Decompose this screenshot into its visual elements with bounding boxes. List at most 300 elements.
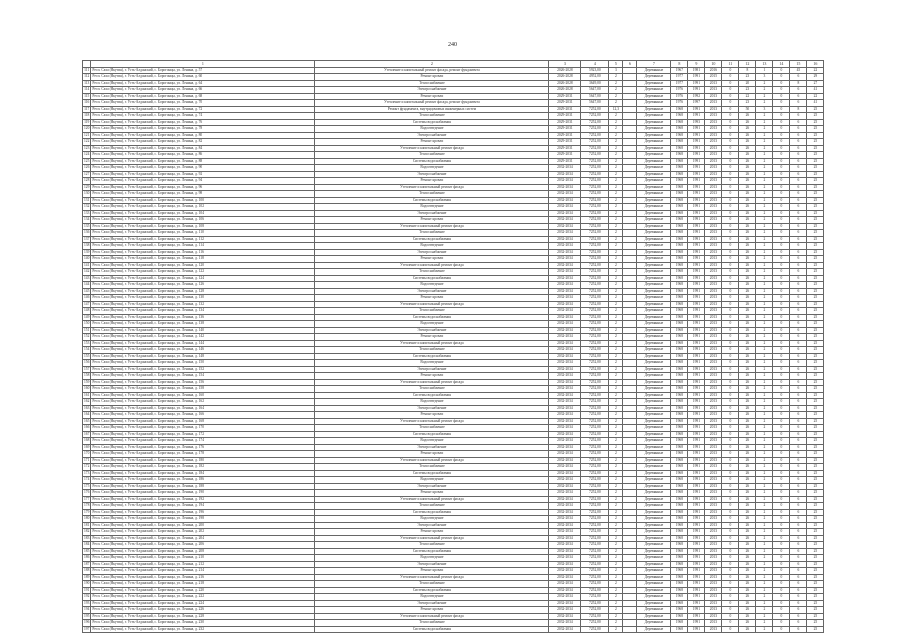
header-cell: 12 xyxy=(739,61,756,68)
wall-material-cell: Деревянные xyxy=(637,210,671,217)
col10-cell: 2013 xyxy=(705,191,722,198)
header-cell: 4 xyxy=(581,61,609,68)
col16-cell: 22 xyxy=(807,93,824,100)
col16-cell: 25 xyxy=(807,392,824,399)
col14-cell: 0 xyxy=(773,119,790,126)
col16-cell: 25 xyxy=(807,269,824,276)
cost-cell: 7252,00 xyxy=(581,321,609,328)
wall-material-cell: Деревянные xyxy=(637,152,671,159)
work-type-cell: Системы водоснабжения xyxy=(315,197,549,204)
col13-cell: 2 xyxy=(756,87,773,94)
wall-material-cell: Деревянные xyxy=(637,581,671,588)
col13-cell: 2 xyxy=(756,178,773,185)
col11-cell: 0 xyxy=(722,620,739,627)
col8-cell: 1968 xyxy=(671,477,688,484)
col15-cell: 6 xyxy=(790,405,807,412)
col12-cell: 26 xyxy=(739,340,756,347)
col9-cell: 1991 xyxy=(688,594,705,601)
col15-cell: 6 xyxy=(790,158,807,165)
col12-cell: 26 xyxy=(739,626,756,633)
address-cell: Респ. Саха (Якутия), г. Усть-Алданский, с. Борогонцы, ул. Ленина, д. 184 xyxy=(91,470,315,477)
col10-cell: 2013 xyxy=(705,295,722,302)
col13-cell: 2 xyxy=(756,230,773,237)
col9-cell: 1991 xyxy=(688,113,705,120)
col8-cell: 1968 xyxy=(671,145,688,152)
col14-cell: 0 xyxy=(773,353,790,360)
wall-material-cell: Деревянные xyxy=(637,555,671,562)
cost-cell: 5647,00 xyxy=(581,93,609,100)
col8-cell: 1968 xyxy=(671,119,688,126)
col5-cell: 2 xyxy=(609,373,623,380)
wall-material-cell: Деревянные xyxy=(637,535,671,542)
wall-material-cell: Деревянные xyxy=(637,425,671,432)
address-cell: Респ. Саха (Якутия), г. Усть-Алданский, с. Борогонцы, ул. Ленина, д. 162 xyxy=(91,399,315,406)
wall-material-cell: Деревянные xyxy=(637,178,671,185)
period-cell: 2032-2034 xyxy=(549,340,581,347)
work-type-cell: Водоотведение xyxy=(315,165,549,172)
col8-cell: 1968 xyxy=(671,158,688,165)
col13-cell: 2 xyxy=(756,334,773,341)
period-cell: 2032-2034 xyxy=(549,327,581,334)
work-type-cell: Утепление и капитальный ремонт фасада xyxy=(315,379,549,386)
row-number-cell: 174 xyxy=(84,477,90,482)
col10-cell: 2013 xyxy=(705,301,722,308)
header-cell: 16 xyxy=(807,61,824,68)
address-cell: Респ. Саха (Якутия), г. Усть-Алданский, с. Борогонцы, ул. Ленина, д. 170 xyxy=(91,425,315,432)
wall-material-cell: Деревянные xyxy=(637,529,671,536)
col10-cell: 2013 xyxy=(705,132,722,139)
row-number-cell: 180 xyxy=(84,516,90,521)
row-number-cell: 150 xyxy=(84,321,90,326)
col9-cell: 1991 xyxy=(688,217,705,224)
col15-cell: 6 xyxy=(790,327,807,334)
col12-cell: 23 xyxy=(739,100,756,107)
col14-cell: 0 xyxy=(773,269,790,276)
work-type-cell: Электроснабжение xyxy=(315,561,549,568)
col10-cell: 2013 xyxy=(705,236,722,243)
col9-cell: 1991 xyxy=(688,548,705,555)
col5-cell: 2 xyxy=(609,321,623,328)
col12-cell: 26 xyxy=(739,464,756,471)
col10-cell: 2013 xyxy=(705,477,722,484)
col5-cell: 2 xyxy=(609,171,623,178)
col11-cell: 0 xyxy=(722,431,739,438)
address-cell: Респ. Саха (Якутия), г. Усть-Алданский, с. Борогонцы, ул. Ленина, д. 168 xyxy=(91,418,315,425)
col9-cell: 1991 xyxy=(688,74,705,81)
period-cell: 2032-2034 xyxy=(549,360,581,367)
col9-cell: 1991 xyxy=(688,438,705,445)
col14-cell: 0 xyxy=(773,158,790,165)
col14-cell: 0 xyxy=(773,522,790,529)
period-cell: 2032-2034 xyxy=(549,412,581,419)
col12-cell: 26 xyxy=(739,405,756,412)
col15-cell: 6 xyxy=(790,457,807,464)
work-type-cell: Ремонт кровли xyxy=(315,74,549,81)
header-cell: 13 xyxy=(756,61,773,68)
row-number-cell: 152 xyxy=(84,334,90,339)
col12-cell: 26 xyxy=(739,444,756,451)
row-number-cell: 154 xyxy=(84,347,90,352)
col11-cell: 0 xyxy=(722,464,739,471)
cost-cell: 7252,00 xyxy=(581,490,609,497)
col12-cell: 22 xyxy=(739,93,756,100)
col14-cell: 0 xyxy=(773,308,790,315)
row-number-cell: 187 xyxy=(84,561,90,566)
cost-cell: 7252,00 xyxy=(581,425,609,432)
col5-cell: 3 xyxy=(609,67,623,74)
col5-cell: 2 xyxy=(609,503,623,510)
cost-cell: 7252,00 xyxy=(581,483,609,490)
wall-material-cell: Деревянные xyxy=(637,516,671,523)
col13-cell: 2 xyxy=(756,509,773,516)
address-cell: Респ. Саха (Якутия), г. Усть-Алданский, с. Борогонцы, ул. Ленина, д. 220 xyxy=(91,587,315,594)
col5-cell: 2 xyxy=(609,178,623,185)
col14-cell: 0 xyxy=(773,574,790,581)
col13-cell: 2 xyxy=(756,496,773,503)
col16-cell: 25 xyxy=(807,477,824,484)
work-type-cell: Системы водоснабжения xyxy=(315,431,549,438)
header-cell: 2 xyxy=(315,61,549,68)
col13-cell: 2 xyxy=(756,340,773,347)
col14-cell: 0 xyxy=(773,301,790,308)
col10-cell: 2013 xyxy=(705,509,722,516)
wall-material-cell: Деревянные xyxy=(637,262,671,269)
col16-cell: 25 xyxy=(807,483,824,490)
col9-cell: 1991 xyxy=(688,412,705,419)
col8-cell: 1968 xyxy=(671,613,688,620)
col10-cell: 2013 xyxy=(705,568,722,575)
cost-cell: 7252,00 xyxy=(581,587,609,594)
col15-cell: 6 xyxy=(790,301,807,308)
cost-cell: 7252,00 xyxy=(581,288,609,295)
col10-cell: 2013 xyxy=(705,210,722,217)
row-number-cell: 157 xyxy=(84,366,90,371)
work-type-cell: Ремонт кровли xyxy=(315,295,549,302)
col10-cell: 2013 xyxy=(705,418,722,425)
wall-material-cell: Деревянные xyxy=(637,431,671,438)
col14-cell: 0 xyxy=(773,80,790,87)
col14-cell: 0 xyxy=(773,613,790,620)
col16-cell: 25 xyxy=(807,262,824,269)
address-cell: Респ. Саха (Якутия), г. Усть-Алданский, с. Борогонцы, ул. Ленина, д. 136 xyxy=(91,314,315,321)
col10-cell: 2013 xyxy=(705,275,722,282)
col9-cell: 1991 xyxy=(688,360,705,367)
col9-cell: 1991 xyxy=(688,262,705,269)
cost-cell: 7252,00 xyxy=(581,249,609,256)
col13-cell: 2 xyxy=(756,470,773,477)
address-cell: Респ. Саха (Якутия), г. Усть-Алданский, с. Борогонцы, ул. Ленина, д. 144 xyxy=(91,340,315,347)
col10-cell: 2013 xyxy=(705,620,722,627)
col11-cell: 0 xyxy=(722,152,739,159)
period-cell: 2029-2031 xyxy=(549,93,581,100)
cost-cell: 5647,00 xyxy=(581,87,609,94)
period-cell: 2032-2034 xyxy=(549,314,581,321)
col13-cell: 2 xyxy=(756,600,773,607)
wall-material-cell: Деревянные xyxy=(637,444,671,451)
cost-cell: 7252,00 xyxy=(581,243,609,250)
col8-cell: 1968 xyxy=(671,392,688,399)
address-cell: Респ. Саха (Якутия), г. Усть-Алданский, с. Борогонцы, ул. Ленина, д. 57 xyxy=(91,67,315,74)
col15-cell: 8 xyxy=(790,80,807,87)
col10-cell: 2013 xyxy=(705,360,722,367)
wall-material-cell: Деревянные xyxy=(637,139,671,146)
period-cell: 2032-2034 xyxy=(549,243,581,250)
cost-cell: 7252,00 xyxy=(581,405,609,412)
cost-cell: 7252,00 xyxy=(581,412,609,419)
col14-cell: 0 xyxy=(773,477,790,484)
col12-cell: 23 xyxy=(739,87,756,94)
col9-cell: 1991 xyxy=(688,321,705,328)
col15-cell: 6 xyxy=(790,360,807,367)
col14-cell: 0 xyxy=(773,431,790,438)
period-cell: 2032-2034 xyxy=(549,353,581,360)
row-number-cell: 189 xyxy=(84,574,90,579)
col16-cell: 25 xyxy=(807,126,824,133)
col13-cell: 2 xyxy=(756,275,773,282)
col9-cell: 1991 xyxy=(688,425,705,432)
col8-cell: 1968 xyxy=(671,431,688,438)
col14-cell: 0 xyxy=(773,457,790,464)
col9-cell: 1991 xyxy=(688,139,705,146)
work-type-cell: Утепление и капитальный ремонт фасада xyxy=(315,184,549,191)
wall-material-cell: Деревянные xyxy=(637,249,671,256)
work-type-cell: Системы водоснабжения xyxy=(315,548,549,555)
col15-cell: 6 xyxy=(790,113,807,120)
col14-cell: 0 xyxy=(773,262,790,269)
wall-material-cell: Деревянные xyxy=(637,334,671,341)
col10-cell: 2013 xyxy=(705,204,722,211)
cost-cell: 7252,00 xyxy=(581,217,609,224)
wall-material-cell: Деревянные xyxy=(637,470,671,477)
cost-cell: 7252,00 xyxy=(581,308,609,315)
col8-cell: 1968 xyxy=(671,132,688,139)
period-cell: 2032-2034 xyxy=(549,574,581,581)
col16-cell: 25 xyxy=(807,470,824,477)
col9-cell: 1991 xyxy=(688,607,705,614)
col9-cell: 1991 xyxy=(688,581,705,588)
col5-cell: 2 xyxy=(609,165,623,172)
col11-cell: 0 xyxy=(722,626,739,633)
col14-cell: 0 xyxy=(773,535,790,542)
work-type-cell: Утепление и капитальный ремонт фасада xyxy=(315,418,549,425)
period-cell: 2032-2034 xyxy=(549,581,581,588)
cost-cell: 7252,00 xyxy=(581,607,609,614)
col12-cell: 26 xyxy=(739,269,756,276)
col12-cell: 26 xyxy=(739,600,756,607)
col12-cell: 26 xyxy=(739,451,756,458)
col10-cell: 2013 xyxy=(705,425,722,432)
col9-cell: 1991 xyxy=(688,152,705,159)
period-cell: 2026-2028 xyxy=(549,80,581,87)
col13-cell: 2 xyxy=(756,126,773,133)
col8-cell: 1968 xyxy=(671,503,688,510)
col11-cell: 0 xyxy=(722,308,739,315)
col11-cell: 0 xyxy=(722,542,739,549)
row-number-cell: 182 xyxy=(84,529,90,534)
col5-cell: 2 xyxy=(609,249,623,256)
address-cell: Респ. Саха (Якутия), г. Усть-Алданский, с. Борогонцы, ул. Ленина, д. 128 xyxy=(91,288,315,295)
col9-cell: 1991 xyxy=(688,405,705,412)
col12-cell: 26 xyxy=(739,178,756,185)
address-cell: Респ. Саха (Якутия), г. Усть-Алданский, с. Борогонцы, ул. Ленина, д. 158 xyxy=(91,386,315,393)
col14-cell: 0 xyxy=(773,139,790,146)
period-cell: 2032-2034 xyxy=(549,282,581,289)
col11-cell: 0 xyxy=(722,204,739,211)
wall-material-cell: Деревянные xyxy=(637,321,671,328)
col10-cell: 2013 xyxy=(705,379,722,386)
row-number-cell: 166 xyxy=(84,425,90,430)
col14-cell: 0 xyxy=(773,106,790,113)
address-cell: Респ. Саха (Якутия), г. Усть-Алданский, с. Борогонцы, ул. Ленина, д. 172 xyxy=(91,431,315,438)
col15-cell: 6 xyxy=(790,165,807,172)
col11-cell: 0 xyxy=(722,145,739,152)
col16-cell: 27 xyxy=(807,80,824,87)
col11-cell: 0 xyxy=(722,262,739,269)
address-cell: Респ. Саха (Якутия), г. Усть-Алданский, с. Борогонцы, ул. Ленина, д. 200 xyxy=(91,522,315,529)
col13-cell: 2 xyxy=(756,620,773,627)
col11-cell: 0 xyxy=(722,210,739,217)
address-cell: Респ. Саха (Якутия), г. Усть-Алданский, с. Борогонцы, ул. Ленина, д. 232 xyxy=(91,626,315,633)
col11-cell: 0 xyxy=(722,600,739,607)
cost-cell: 7252,00 xyxy=(581,191,609,198)
work-type-cell: Водоотведение xyxy=(315,555,549,562)
col8-cell: 1968 xyxy=(671,301,688,308)
row-number-cell: 159 xyxy=(84,379,90,384)
col11-cell: 0 xyxy=(722,139,739,146)
col11-cell: 0 xyxy=(722,425,739,432)
col14-cell: 0 xyxy=(773,379,790,386)
col15-cell: 6 xyxy=(790,548,807,555)
address-cell: Респ. Саха (Якутия), г. Усть-Алданский, с. Борогонцы, ул. Ленина, д. 80 xyxy=(91,132,315,139)
period-cell: 2029-2031 xyxy=(549,132,581,139)
col16-cell: 25 xyxy=(807,464,824,471)
col10-cell: 2013 xyxy=(705,158,722,165)
col16-cell: 25 xyxy=(807,184,824,191)
col14-cell: 0 xyxy=(773,152,790,159)
col5-cell: 2 xyxy=(609,412,623,419)
col15-cell: 6 xyxy=(790,600,807,607)
capital-repair-table xyxy=(82,60,824,633)
cost-cell: 7252,00 xyxy=(581,366,609,373)
row-number-cell: 156 xyxy=(84,360,90,365)
col12-cell: 26 xyxy=(739,171,756,178)
cost-cell: 7252,00 xyxy=(581,574,609,581)
col9-cell: 1991 xyxy=(688,87,705,94)
col12-cell: 26 xyxy=(739,308,756,315)
col10-cell: 2013 xyxy=(705,399,722,406)
col14-cell: 0 xyxy=(773,600,790,607)
col9-cell: 1991 xyxy=(688,256,705,263)
col16-cell: 25 xyxy=(807,347,824,354)
col9-cell: 1991 xyxy=(688,574,705,581)
wall-material-cell: Деревянные xyxy=(637,282,671,289)
col5-cell: 2 xyxy=(609,275,623,282)
col5-cell: 2 xyxy=(609,197,623,204)
col12-cell: 26 xyxy=(739,587,756,594)
work-type-cell: Теплоснабжение xyxy=(315,269,549,276)
col15-cell: 6 xyxy=(790,288,807,295)
row-number-cell: 165 xyxy=(84,418,90,423)
col9-cell: 1991 xyxy=(688,126,705,133)
col11-cell: 0 xyxy=(722,535,739,542)
cost-cell: 7252,00 xyxy=(581,184,609,191)
col11-cell: 0 xyxy=(722,561,739,568)
row-number-cell: 155 xyxy=(84,353,90,358)
col16-cell: 25 xyxy=(807,529,824,536)
wall-material-cell: Деревянные xyxy=(637,113,671,120)
wall-material-cell: Деревянные xyxy=(637,522,671,529)
header-cell: 7 xyxy=(637,61,671,68)
col9-cell: 1991 xyxy=(688,243,705,250)
col8-cell: 1968 xyxy=(671,509,688,516)
row-number-cell: 146 xyxy=(84,295,90,300)
col15-cell: 45 xyxy=(790,67,807,74)
cost-cell: 7252,00 xyxy=(581,256,609,263)
address-cell: Респ. Саха (Якутия), г. Усть-Алданский, с. Борогонцы, ул. Ленина, д. 152 xyxy=(91,366,315,373)
col14-cell: 0 xyxy=(773,321,790,328)
cost-cell: 7252,00 xyxy=(581,171,609,178)
col8-cell: 1968 xyxy=(671,529,688,536)
cost-cell: 7252,00 xyxy=(581,470,609,477)
col9-cell: 1991 xyxy=(688,587,705,594)
col5-cell: 2 xyxy=(609,574,623,581)
col8-cell: 1968 xyxy=(671,334,688,341)
col13-cell: 2 xyxy=(756,386,773,393)
col13-cell: 3 xyxy=(756,106,773,113)
col13-cell: 2 xyxy=(756,522,773,529)
col9-cell: 1991 xyxy=(688,223,705,230)
col16-cell: 25 xyxy=(807,412,824,419)
col10-cell: 2013 xyxy=(705,269,722,276)
work-type-cell: Водоотведение xyxy=(315,516,549,523)
cost-cell: 7252,00 xyxy=(581,548,609,555)
row-number-cell: 113 xyxy=(84,80,90,85)
wall-material-cell: Деревянные xyxy=(637,594,671,601)
period-cell: 2032-2034 xyxy=(549,451,581,458)
col11-cell: 0 xyxy=(722,490,739,497)
work-type-cell: Системы водоснабжения xyxy=(315,236,549,243)
work-type-cell: Водоотведение xyxy=(315,594,549,601)
col9-cell: 1991 xyxy=(688,106,705,113)
col10-cell: 2013 xyxy=(705,392,722,399)
col12-cell: 26 xyxy=(739,483,756,490)
col14-cell: 0 xyxy=(773,405,790,412)
col8-cell: 1968 xyxy=(671,451,688,458)
col14-cell: 0 xyxy=(773,386,790,393)
col16-cell: 25 xyxy=(807,256,824,263)
period-cell: 2032-2034 xyxy=(549,347,581,354)
col16-cell: 25 xyxy=(807,613,824,620)
col5-cell: 2 xyxy=(609,581,623,588)
col5-cell: 2 xyxy=(609,217,623,224)
col14-cell: 0 xyxy=(773,581,790,588)
col5-cell: 2 xyxy=(609,561,623,568)
col5-cell: 2 xyxy=(609,542,623,549)
col15-cell: 6 xyxy=(790,347,807,354)
col8-cell: 1968 xyxy=(671,535,688,542)
col8-cell: 1977 xyxy=(671,80,688,87)
col8-cell: 1968 xyxy=(671,223,688,230)
col11-cell: 0 xyxy=(722,217,739,224)
col15-cell: 6 xyxy=(790,581,807,588)
col5-cell: 2 xyxy=(609,431,623,438)
address-cell: Респ. Саха (Якутия), г. Усть-Алданский, с. Борогонцы, ул. Ленина, д. 66 xyxy=(91,87,315,94)
address-cell: Респ. Саха (Якутия), г. Усть-Алданский, с. Борогонцы, ул. Ленина, д. 188 xyxy=(91,483,315,490)
col13-cell: 2 xyxy=(756,152,773,159)
col15-cell: 6 xyxy=(790,217,807,224)
col8-cell: 1968 xyxy=(671,366,688,373)
address-cell: Респ. Саха (Якутия), г. Усть-Алданский, с. Борогонцы, ул. Ленина, д. 78 xyxy=(91,126,315,133)
